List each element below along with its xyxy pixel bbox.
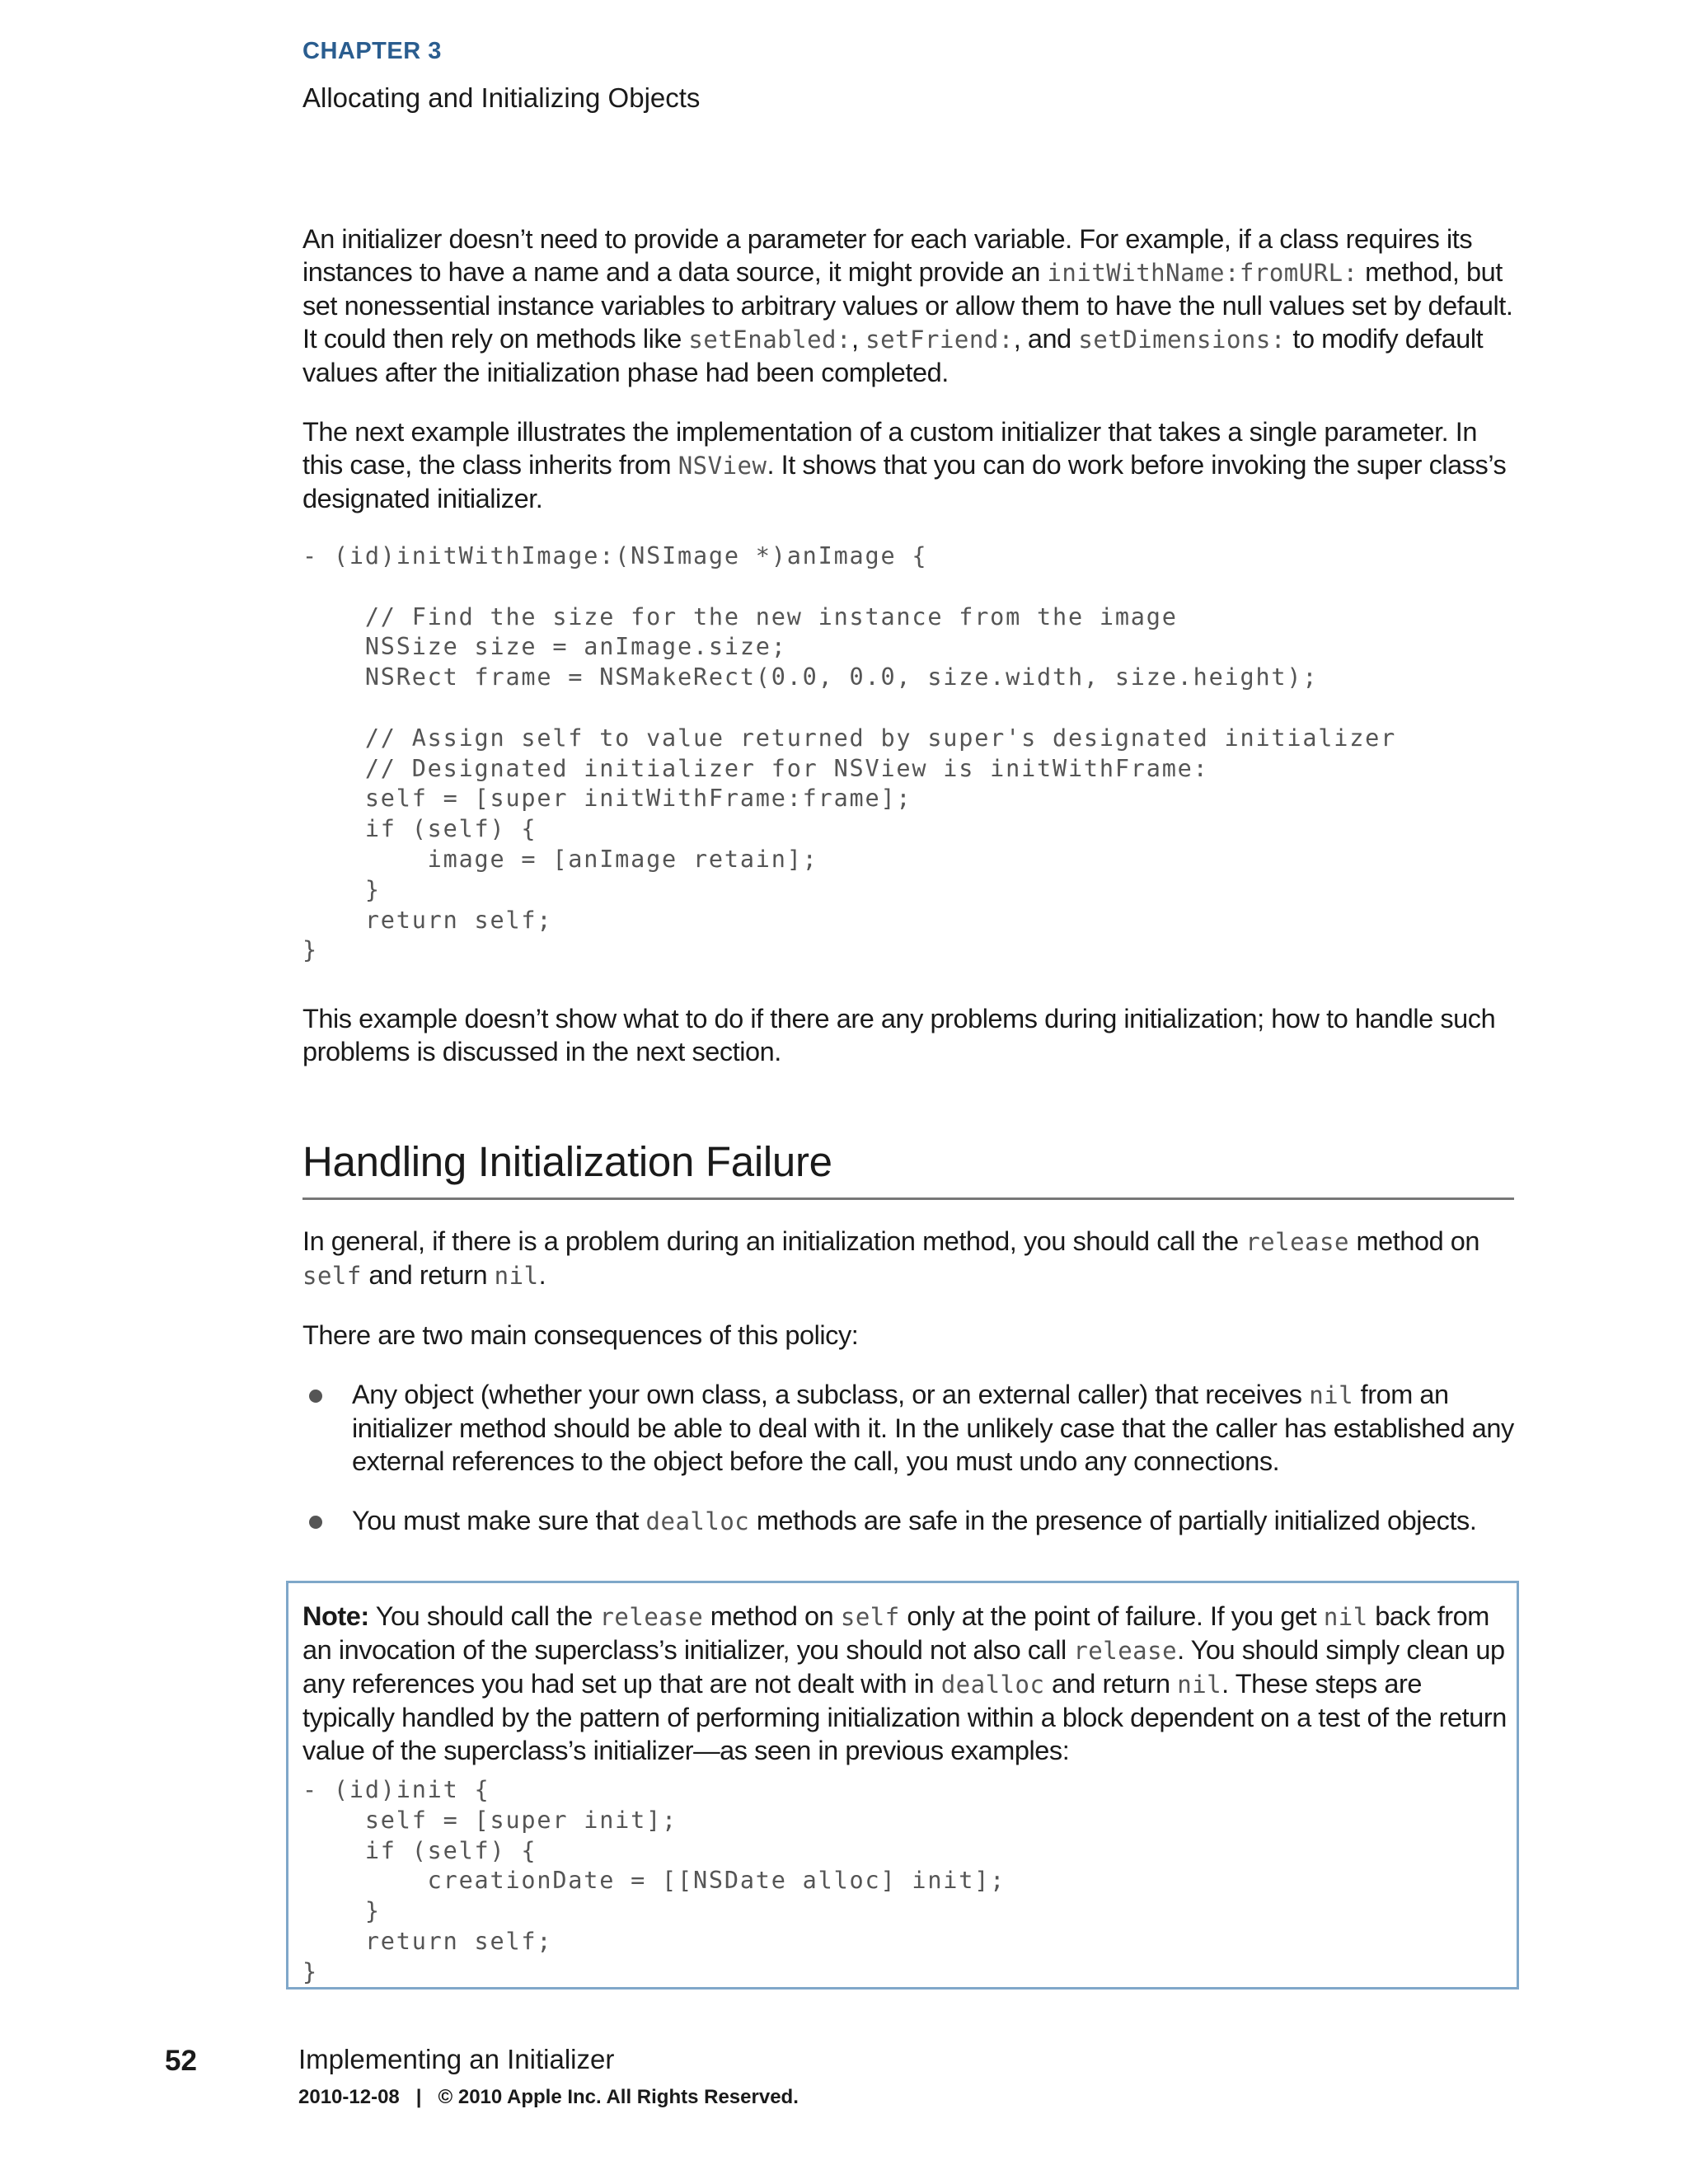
chapter-title: Allocating and Initializing Objects: [302, 82, 701, 113]
text-run: and return: [1044, 1669, 1178, 1699]
note-label: Note:: [302, 1601, 369, 1631]
text-run: from an initializer method should be able to deal with it. In the unlikely case that the caller has established any external references to the object before the call, you must undo any connections.: [352, 1380, 1514, 1477]
paragraph-initializer-parameters: [302, 223, 1514, 389]
inline-code: nil: [1177, 1671, 1222, 1699]
footer-copyright: 2010-12-08 | © 2010 Apple Inc. All Rights Reserved.: [298, 2086, 799, 2108]
inline-code: dealloc: [940, 1671, 1045, 1699]
text-run: You should call the: [368, 1601, 600, 1631]
inline-code: NSView: [678, 452, 767, 480]
text-run: .: [538, 1260, 546, 1291]
text-run: and return: [361, 1260, 495, 1291]
text-run: , and: [1013, 324, 1079, 354]
chapter-label: CHAPTER 3: [302, 38, 442, 64]
paragraph-custom-initializer: [302, 415, 1514, 515]
text-run: In general, if there is a problem during an initialization method, you should call the: [302, 1226, 1246, 1257]
main-content: [302, 223, 1514, 1564]
inline-code: initWithName:fromURL:: [1047, 259, 1358, 287]
list-item: [302, 1378, 1514, 1478]
inline-code: setFriend:: [865, 326, 1014, 354]
list-item: [302, 1504, 1514, 1538]
inline-code: nil: [1323, 1603, 1368, 1631]
bullet-icon: [309, 1390, 322, 1403]
code-listing-init: - (id)init { self = [super init]; if (self) { creationDate = [[NSDate alloc] init]; } return self; }: [302, 1776, 1006, 1985]
paragraph-consequences-intro: There are two main consequences of this policy:: [302, 1320, 859, 1351]
inline-code: nil: [1309, 1381, 1354, 1410]
text-run: Any object (whether your own class, a subclass, or an external caller) that receives: [352, 1380, 1310, 1410]
section-heading: Handling Initialization Failure: [302, 1137, 1514, 1200]
note-box: [286, 1581, 1519, 1990]
text-run: ,: [851, 324, 866, 354]
text-run: You must make sure that: [352, 1506, 646, 1536]
text-run: only at the point of failure. If you get: [899, 1601, 1324, 1631]
inline-code: nil: [494, 1262, 539, 1291]
text-run: method on: [703, 1601, 841, 1631]
footer-section-title: Implementing an Initializer: [298, 2044, 615, 2074]
paragraph-release-policy: [302, 1225, 1514, 1292]
text-run: . You should simply clean up any references you had set up that are not dealt with in: [302, 1635, 1505, 1699]
inline-code: self: [302, 1262, 362, 1291]
inline-code: setEnabled:: [688, 326, 851, 354]
page-number: 52: [165, 2045, 197, 2077]
inline-code: release: [1073, 1637, 1178, 1665]
text-run: . It shows that you can do work before invoking the super class’s designated initializer.: [302, 450, 1507, 513]
inline-code: release: [599, 1603, 704, 1631]
inline-code: release: [1245, 1228, 1349, 1257]
text-run: method, but set nonessential instance variables to arbitrary values or allow them to have the null values set by default. It could then rely on methods like: [302, 257, 1513, 354]
inline-code: setDimensions:: [1078, 326, 1286, 354]
text-run: The next example illustrates the implementation of a custom initializer that takes a single parameter. In this case, the class inherits from: [302, 417, 1478, 480]
text-run: to modify default values after the initialization phase had been completed.: [302, 324, 1484, 387]
consequences-list: [302, 1378, 1514, 1538]
code-listing-init-with-image: - (id)initWithImage:(NSImage *)anImage { // Find the size for the new instance from the image NSSize size = anImage.size; NSRect frame = NSMakeRect(0.0, 0.0, size.width, size.height); // Assign self to value returned by super's designated initializer // Designated initializer for NSView is initWithFrame: self = [super initWithFrame:frame]; if (self) { image = [anImage retain]; } return self; }: [302, 542, 1397, 964]
text-run: An initializer doesn’t need to provide a parameter for each variable. For example, if a class requires its instances to have a name and a data source, it might provide an: [302, 224, 1473, 287]
note-content: [302, 1600, 1514, 1988]
text-run: methods are safe in the presence of partially initialized objects.: [749, 1506, 1477, 1536]
paragraph-example-note: This example doesn’t show what to do if there are any problems during initialization; how to handle such problems is discussed in the next section.: [302, 1004, 1496, 1067]
text-run: method on: [1348, 1226, 1480, 1257]
section-body: [302, 1225, 1514, 1538]
bullet-icon: [309, 1516, 322, 1529]
text-run: back from an invocation of the superclass’s initializer, you should not also call: [302, 1601, 1489, 1665]
inline-code: self: [840, 1603, 900, 1631]
note-paragraph: [302, 1600, 1514, 1767]
text-run: . These steps are typically handled by the pattern of performing initialization within a block dependent on a test of the return value of the superclass’s initializer—as seen in previous examples:: [302, 1669, 1507, 1765]
inline-code: dealloc: [645, 1507, 750, 1536]
